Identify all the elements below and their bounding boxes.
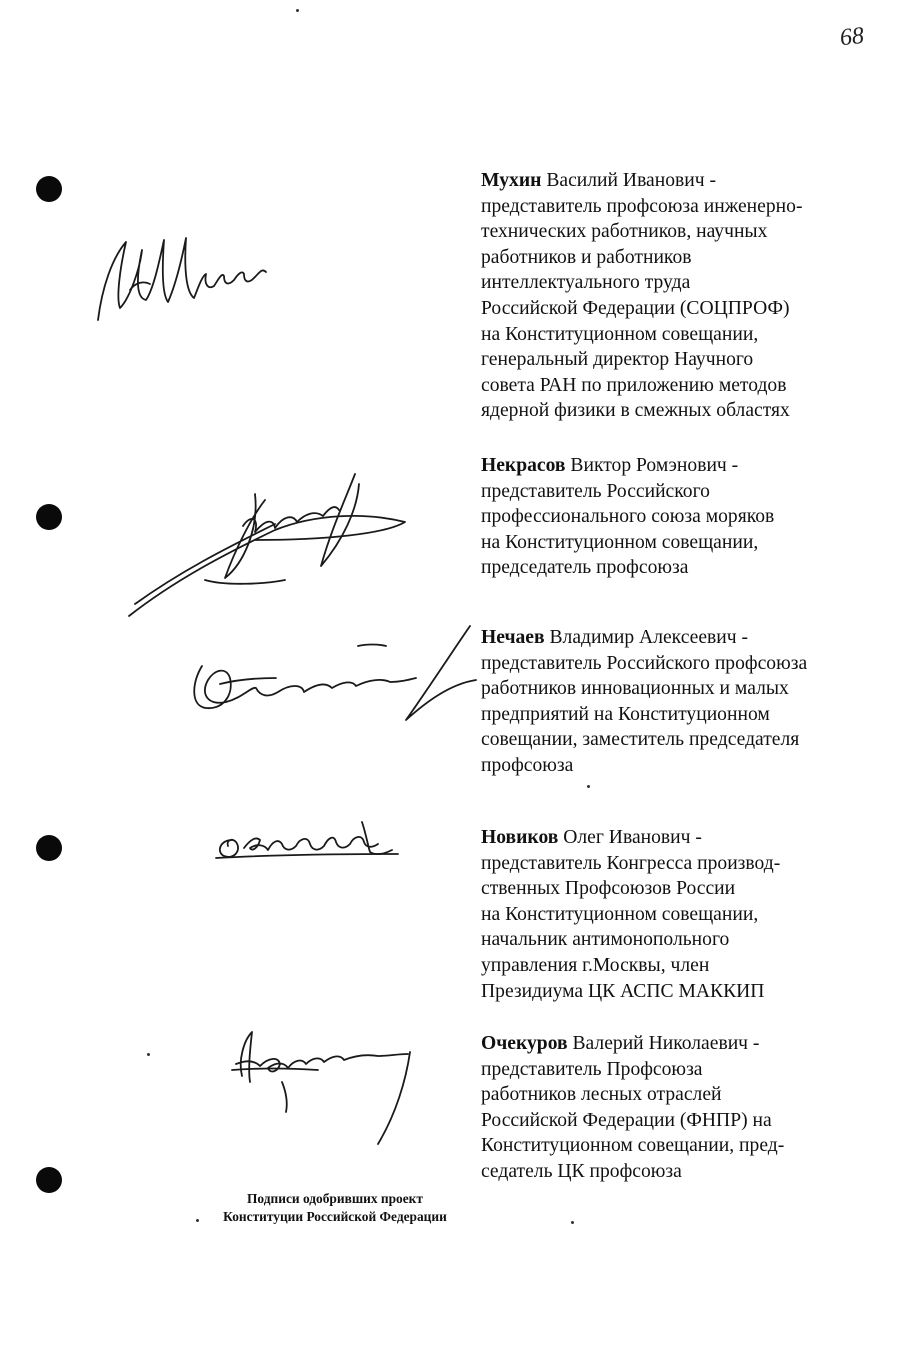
signatory-description-line: Российской Федерации (СОЦПРОФ)	[481, 297, 790, 319]
punch-hole-bullet	[36, 835, 62, 861]
scan-speck	[147, 1053, 150, 1056]
signature-nekrasov	[125, 470, 415, 620]
signatory-description-line: представитель Конгресса производ-	[481, 852, 781, 874]
signatory-description-line: на Конституционном совещании,	[481, 903, 759, 925]
page-number: 68	[838, 22, 866, 52]
signatory-surname: Мухин	[481, 170, 542, 191]
signatory-description-line: совета РАН по приложению методов	[481, 374, 787, 396]
signature-nechaev	[186, 622, 486, 732]
signatory-entry-mukhin	[481, 168, 851, 424]
signatory-entry-nechaev	[481, 625, 851, 779]
signatory-entry-novikov	[481, 825, 851, 1004]
signatory-description-line: на Конституционном совещании,	[481, 323, 759, 345]
signatory-description-line: на Конституционном совещании,	[481, 531, 759, 553]
scan-speck	[571, 1221, 574, 1224]
signatory-description-line: Российской Федерации (ФНПР) на	[481, 1109, 772, 1131]
punch-hole-bullet	[36, 176, 62, 202]
signatory-description-line: ственных Профсоюзов России	[481, 878, 736, 900]
punch-hole-bullet	[36, 1167, 62, 1193]
signatory-entry-ochekurov	[481, 1031, 851, 1185]
scan-speck	[196, 1219, 199, 1222]
signatory-description-line: председатель профсоюза	[481, 557, 689, 579]
signatory-name: Владимир Алексеевич -	[544, 627, 749, 648]
signatory-description-line: работников лесных отраслей	[481, 1084, 722, 1106]
signatures-caption	[200, 1190, 470, 1226]
signatory-description-line: совещании, заместитель председателя	[481, 729, 800, 751]
signature-novikov	[212, 818, 402, 863]
signature-ochekurov	[228, 1020, 428, 1150]
signatory-description-line: работников инновационных и малых	[481, 678, 789, 700]
signatory-description-line: Конституционном совещании, пред-	[481, 1135, 785, 1157]
signatory-description-line: Президиума ЦК АСПС МАККИП	[481, 980, 765, 1002]
signatory-description-line: управления г.Москвы, член	[481, 954, 710, 976]
signatory-description-line: представитель Российского профсоюза	[481, 652, 808, 674]
signatory-description-line: ядерной физики в смежных областях	[481, 400, 790, 422]
punch-hole-bullet	[36, 504, 62, 530]
scan-speck	[296, 9, 299, 12]
signatory-name: Василий Иванович -	[541, 170, 717, 191]
signatory-description-line: представитель Российского	[481, 480, 710, 502]
signatory-surname: Некрасов	[481, 455, 566, 476]
signatory-description-line: представитель профсоюза инженерно-	[481, 195, 803, 217]
signatory-name: Виктор Ромэнович -	[565, 455, 739, 476]
signatory-description-line: седатель ЦК профсоюза	[481, 1160, 682, 1182]
signatory-description-line: технических работников, научных	[481, 221, 768, 243]
signatory-name: Олег Иванович -	[558, 827, 702, 848]
signatory-name: Валерий Николаевич -	[567, 1033, 760, 1054]
signatory-surname: Очекуров	[481, 1033, 568, 1054]
signatory-description-line: начальник антимонопольного	[481, 929, 730, 951]
signatory-description-line: интеллектуального труда	[481, 272, 691, 294]
signatory-description-line: генеральный директор Научного	[481, 349, 754, 371]
signatory-description-line: работников и работников	[481, 246, 692, 268]
signatory-surname: Нечаев	[481, 627, 545, 648]
caption-line: Конституции Российской Федерации	[223, 1209, 447, 1224]
signatory-description-line: предприятий на Конституционном	[481, 703, 770, 725]
signatory-description-line: профсоюза	[481, 754, 574, 776]
scan-speck	[587, 785, 590, 788]
signatory-surname: Новиков	[481, 827, 559, 848]
signatory-entry-nekrasov	[481, 453, 851, 581]
caption-line: Подписи одобривших проект	[247, 1191, 423, 1206]
signatory-description-line: представитель Профсоюза	[481, 1058, 703, 1080]
signatory-description-line: профессионального союза моряков	[481, 506, 775, 528]
signature-mukhin	[90, 228, 280, 328]
